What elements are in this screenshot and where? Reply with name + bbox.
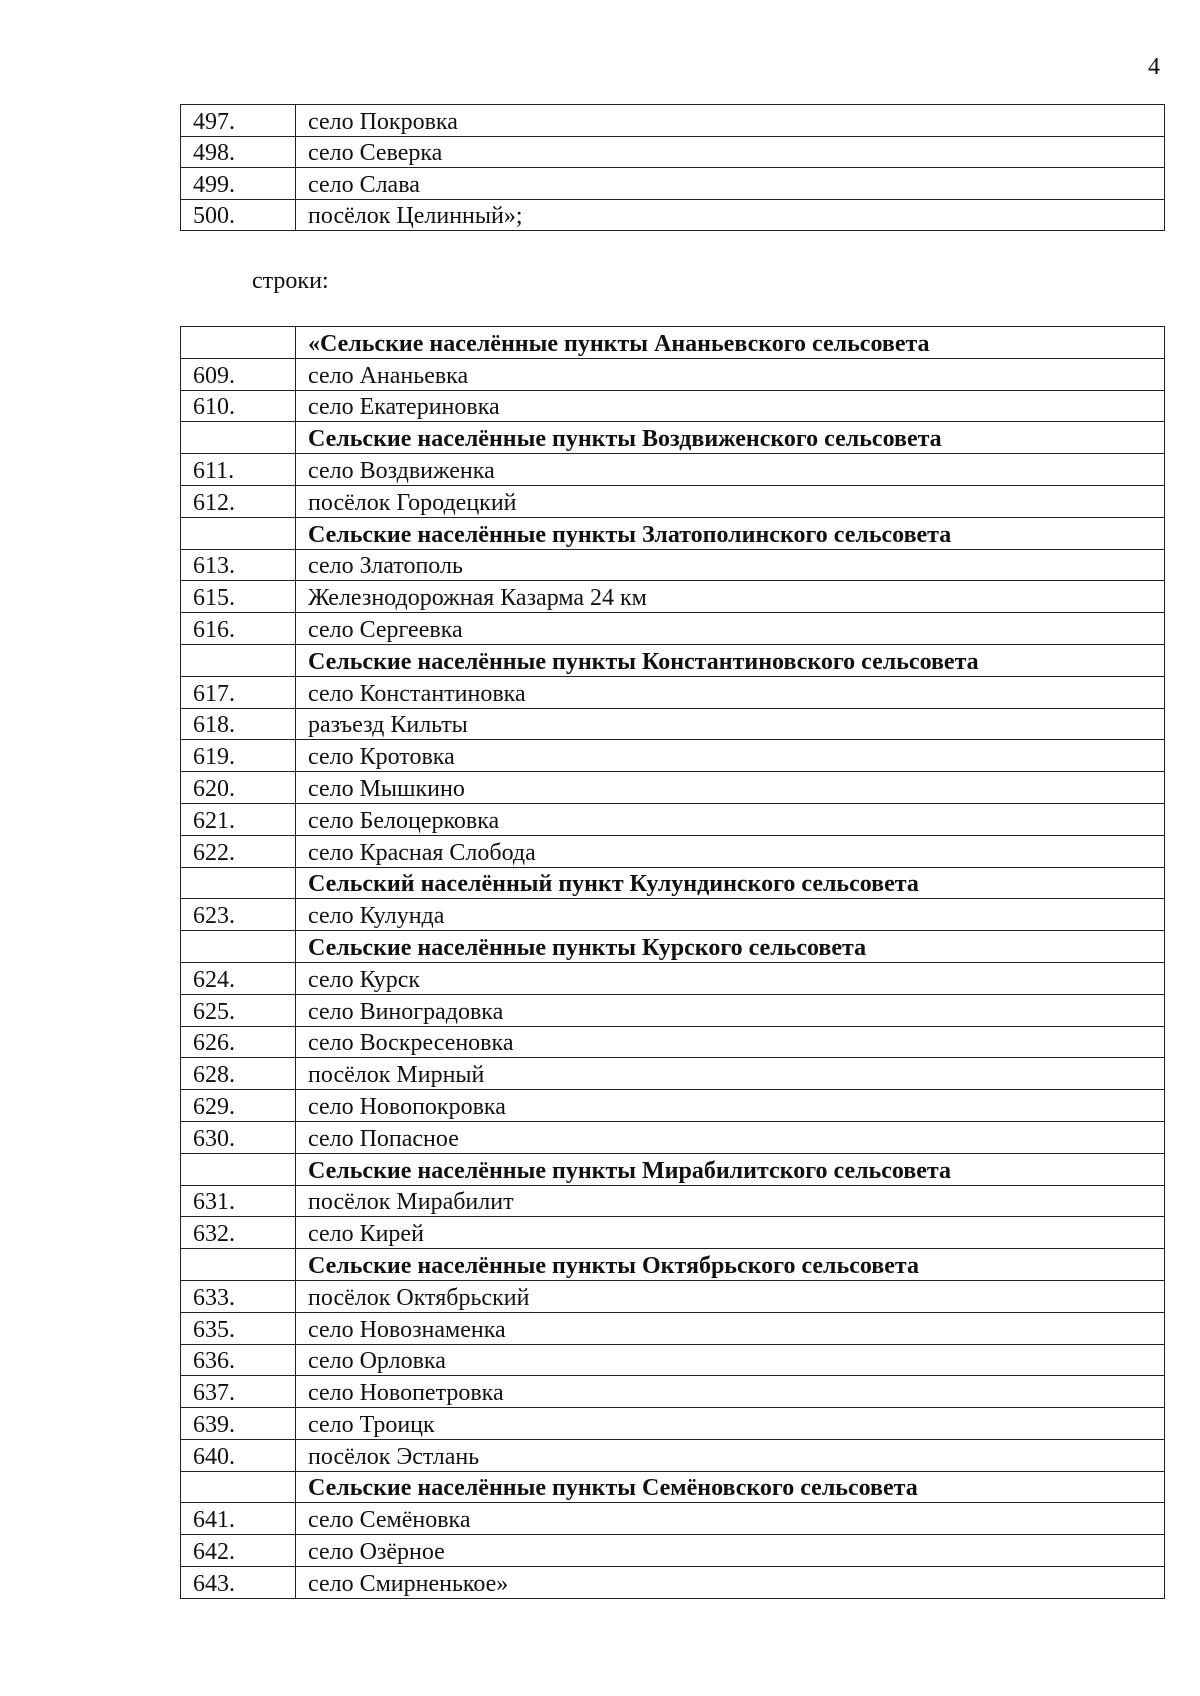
settlement-name: село Воздвиженка bbox=[296, 454, 1165, 486]
row-number: 636. bbox=[181, 1344, 296, 1376]
settlement-name: село Воскресеновка bbox=[296, 1026, 1165, 1058]
settlement-name: посёлок Целинный»; bbox=[296, 199, 1165, 231]
settlement-name: село Новознаменка bbox=[296, 1312, 1165, 1344]
section-header-row bbox=[181, 1249, 1165, 1281]
settlement-name: село Кулунда bbox=[296, 899, 1165, 931]
section-header-title: Сельские населённые пункты Златополинского сельсовета bbox=[296, 517, 1165, 549]
table-row bbox=[181, 1503, 1165, 1535]
table-row bbox=[181, 708, 1165, 740]
row-number: 500. bbox=[181, 199, 296, 231]
table-row bbox=[181, 358, 1165, 390]
row-number: 642. bbox=[181, 1535, 296, 1567]
settlement-name: посёлок Мирабилит bbox=[296, 1185, 1165, 1217]
row-number: 498. bbox=[181, 136, 296, 168]
row-number: 643. bbox=[181, 1567, 296, 1599]
settlement-name: село Орловка bbox=[296, 1344, 1165, 1376]
table-row bbox=[181, 485, 1165, 517]
table-row bbox=[181, 1058, 1165, 1090]
row-number: 630. bbox=[181, 1121, 296, 1153]
row-number: 609. bbox=[181, 358, 296, 390]
table-row bbox=[181, 1535, 1165, 1567]
row-number: 615. bbox=[181, 581, 296, 613]
settlement-name: село Константиновка bbox=[296, 676, 1165, 708]
table-row bbox=[181, 1312, 1165, 1344]
table-row bbox=[181, 581, 1165, 613]
table-row bbox=[181, 1439, 1165, 1471]
table-row bbox=[181, 549, 1165, 581]
settlement-name: село Северка bbox=[296, 136, 1165, 168]
table-row bbox=[181, 390, 1165, 422]
section-header-title: Сельские населённые пункты Мирабилитского сельсовета bbox=[296, 1153, 1165, 1185]
table-row bbox=[181, 740, 1165, 772]
row-number bbox=[181, 1471, 296, 1503]
row-number: 637. bbox=[181, 1376, 296, 1408]
section-header-title: Сельские населённые пункты Константиновского сельсовета bbox=[296, 644, 1165, 676]
section-header-row bbox=[181, 1153, 1165, 1185]
settlement-name: село Озёрное bbox=[296, 1535, 1165, 1567]
table-row bbox=[181, 962, 1165, 994]
table-row bbox=[181, 1026, 1165, 1058]
settlement-name: посёлок Эстлань bbox=[296, 1439, 1165, 1471]
settlement-name: село Мышкино bbox=[296, 772, 1165, 804]
row-number: 620. bbox=[181, 772, 296, 804]
intro-text: строки: bbox=[252, 268, 329, 294]
row-number: 617. bbox=[181, 676, 296, 708]
table-row bbox=[181, 1408, 1165, 1440]
section-header-row bbox=[181, 867, 1165, 899]
settlement-name: село Красная Слобода bbox=[296, 835, 1165, 867]
row-number: 616. bbox=[181, 613, 296, 645]
row-number bbox=[181, 1153, 296, 1185]
row-number: 633. bbox=[181, 1280, 296, 1312]
section-header-row bbox=[181, 517, 1165, 549]
table-row bbox=[181, 105, 1165, 137]
settlements-table-top bbox=[180, 104, 1165, 231]
table-row bbox=[181, 168, 1165, 200]
row-number: 626. bbox=[181, 1026, 296, 1058]
section-header-row bbox=[181, 422, 1165, 454]
settlement-name: село Троицк bbox=[296, 1408, 1165, 1440]
settlements-table-main bbox=[180, 326, 1165, 1599]
table-row bbox=[181, 1344, 1165, 1376]
row-number: 499. bbox=[181, 168, 296, 200]
settlement-name: село Кирей bbox=[296, 1217, 1165, 1249]
table-row bbox=[181, 199, 1165, 231]
settlement-name: посёлок Городецкий bbox=[296, 485, 1165, 517]
table-row bbox=[181, 613, 1165, 645]
settlement-name: посёлок Мирный bbox=[296, 1058, 1165, 1090]
row-number: 635. bbox=[181, 1312, 296, 1344]
row-number: 632. bbox=[181, 1217, 296, 1249]
row-number: 640. bbox=[181, 1439, 296, 1471]
row-number bbox=[181, 867, 296, 899]
row-number: 641. bbox=[181, 1503, 296, 1535]
row-number: 611. bbox=[181, 454, 296, 486]
row-number bbox=[181, 517, 296, 549]
table-row bbox=[181, 835, 1165, 867]
settlement-name: село Белоцерковка bbox=[296, 803, 1165, 835]
settlement-name: Железнодорожная Казарма 24 км bbox=[296, 581, 1165, 613]
section-header-row bbox=[181, 644, 1165, 676]
table-row bbox=[181, 899, 1165, 931]
row-number: 639. bbox=[181, 1408, 296, 1440]
row-number: 628. bbox=[181, 1058, 296, 1090]
settlement-name: село Курск bbox=[296, 962, 1165, 994]
settlement-name: село Новопетровка bbox=[296, 1376, 1165, 1408]
section-header-title: «Сельские населённые пункты Ананьевского сельсовета bbox=[296, 327, 1165, 359]
page-number: 4 bbox=[1148, 54, 1160, 80]
settlement-name: посёлок Октябрьский bbox=[296, 1280, 1165, 1312]
settlement-name: село Смирненькое» bbox=[296, 1567, 1165, 1599]
row-number: 613. bbox=[181, 549, 296, 581]
settlement-name: село Слава bbox=[296, 168, 1165, 200]
section-header-row bbox=[181, 931, 1165, 963]
section-header-title: Сельские населённые пункты Семёновского сельсовета bbox=[296, 1471, 1165, 1503]
table-row bbox=[181, 1567, 1165, 1599]
table-row bbox=[181, 772, 1165, 804]
section-header-title: Сельские населённые пункты Октябрьского сельсовета bbox=[296, 1249, 1165, 1281]
row-number: 624. bbox=[181, 962, 296, 994]
table-row bbox=[181, 1090, 1165, 1122]
settlement-name: село Покровка bbox=[296, 105, 1165, 137]
section-header-title: Сельские населённые пункты Курского сельсовета bbox=[296, 931, 1165, 963]
row-number: 612. bbox=[181, 485, 296, 517]
row-number bbox=[181, 644, 296, 676]
section-header-row bbox=[181, 1471, 1165, 1503]
settlement-name: село Виноградовка bbox=[296, 994, 1165, 1026]
table-row bbox=[181, 994, 1165, 1026]
section-header-title: Сельские населённые пункты Воздвиженского сельсовета bbox=[296, 422, 1165, 454]
settlements-table-main-body bbox=[181, 327, 1165, 1599]
row-number bbox=[181, 931, 296, 963]
table-row bbox=[181, 454, 1165, 486]
settlement-name: село Сергеевка bbox=[296, 613, 1165, 645]
settlement-name: село Златополь bbox=[296, 549, 1165, 581]
table-row bbox=[181, 1376, 1165, 1408]
row-number: 618. bbox=[181, 708, 296, 740]
row-number: 619. bbox=[181, 740, 296, 772]
settlement-name: село Новопокровка bbox=[296, 1090, 1165, 1122]
table-row bbox=[181, 676, 1165, 708]
table-row bbox=[181, 803, 1165, 835]
section-header-title: Сельский населённый пункт Кулундинского сельсовета bbox=[296, 867, 1165, 899]
table-row bbox=[181, 136, 1165, 168]
table-row bbox=[181, 1185, 1165, 1217]
settlement-name: разъезд Кильты bbox=[296, 708, 1165, 740]
row-number: 610. bbox=[181, 390, 296, 422]
row-number: 625. bbox=[181, 994, 296, 1026]
row-number: 622. bbox=[181, 835, 296, 867]
settlements-table-top-body bbox=[181, 105, 1165, 231]
row-number: 623. bbox=[181, 899, 296, 931]
settlement-name: село Семёновка bbox=[296, 1503, 1165, 1535]
table-row bbox=[181, 1217, 1165, 1249]
row-number: 631. bbox=[181, 1185, 296, 1217]
table-row bbox=[181, 1121, 1165, 1153]
settlement-name: село Ананьевка bbox=[296, 358, 1165, 390]
settlement-name: село Кротовка bbox=[296, 740, 1165, 772]
row-number bbox=[181, 1249, 296, 1281]
settlement-name: село Екатериновка bbox=[296, 390, 1165, 422]
row-number bbox=[181, 327, 296, 359]
section-header-row bbox=[181, 327, 1165, 359]
row-number bbox=[181, 422, 296, 454]
table-row bbox=[181, 1280, 1165, 1312]
row-number: 621. bbox=[181, 803, 296, 835]
settlement-name: село Попасное bbox=[296, 1121, 1165, 1153]
row-number: 629. bbox=[181, 1090, 296, 1122]
row-number: 497. bbox=[181, 105, 296, 137]
